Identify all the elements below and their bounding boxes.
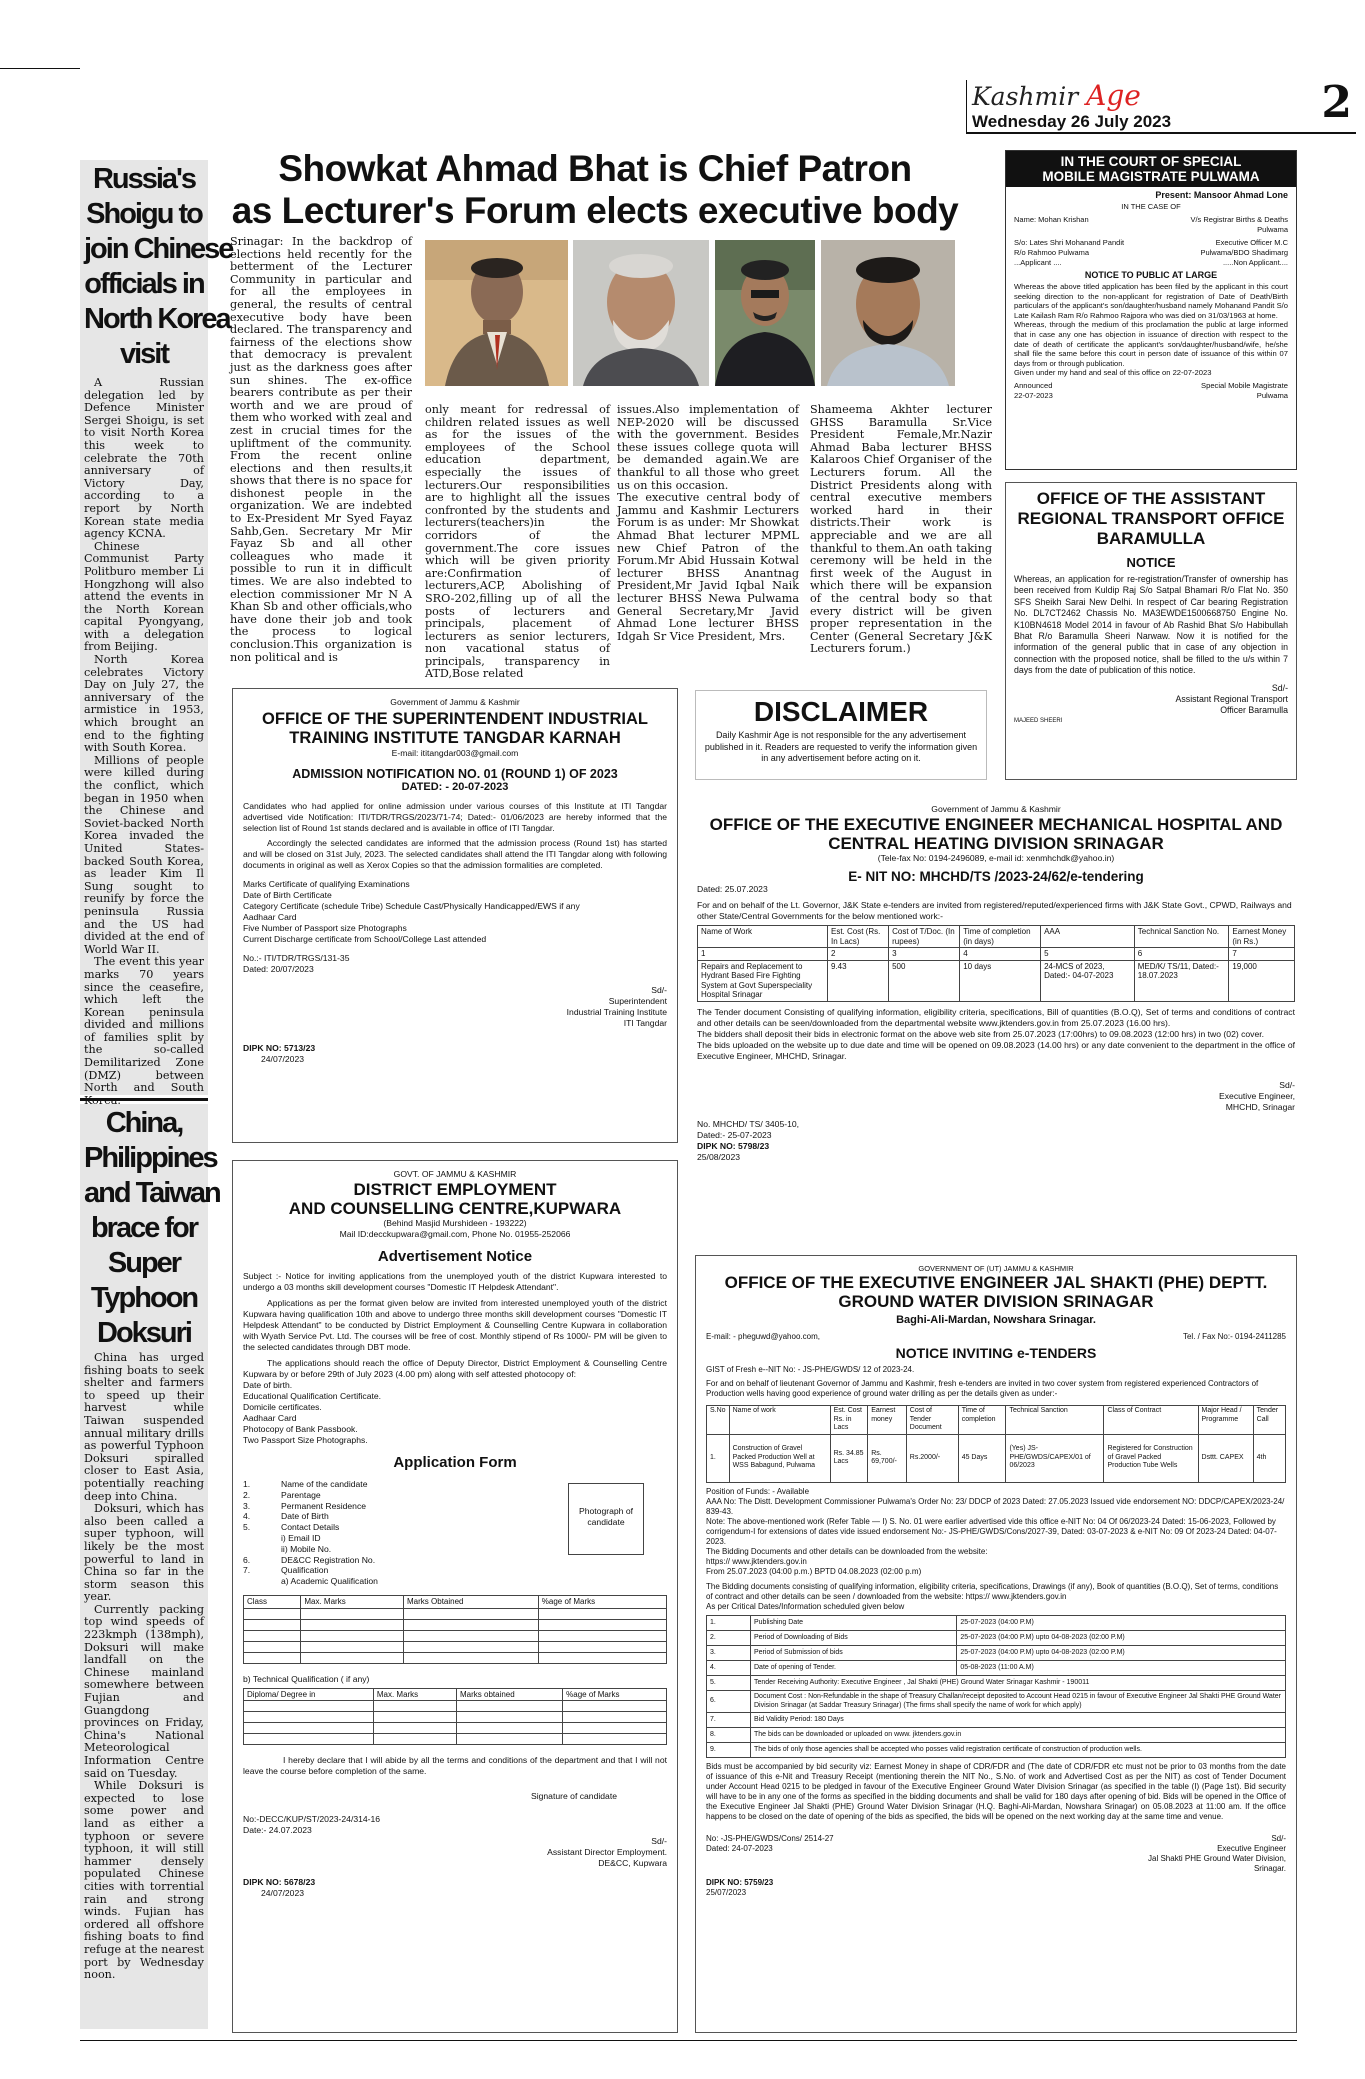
iti-admission-notice <box>232 688 678 1143</box>
court-signatory: Special Mobile Magistrate Pulwama <box>1201 380 1288 400</box>
decc-dipk-date: 24/07/2023 <box>261 1888 305 1898</box>
sidebar-body <box>84 377 204 1107</box>
court-title-1: IN THE COURT OF SPECIAL <box>1060 154 1242 169</box>
table-header-cell: Marks Obtained <box>404 1596 539 1609</box>
headline-line: Super <box>107 1247 181 1279</box>
schedule-number: 9. <box>707 1742 751 1757</box>
table-header-cell: AAA <box>1041 926 1135 948</box>
decc-contact: Mail ID:decckupwara@gmail.com, Phone No. 01955-252066 <box>339 1229 571 1239</box>
paragraph: Doksuri, which has also been called a super typhoon, will likely be the most powerful to land in China so far in the storm season this year. <box>84 1502 204 1604</box>
headline-line: China, <box>105 1107 183 1139</box>
headline-line: join Chinese <box>84 233 233 265</box>
schedule-row <box>707 1660 1286 1675</box>
table-cell: 9.43 <box>828 960 889 1001</box>
phe-email: E-mail: - pheguwd@yahoo.com, <box>706 1332 820 1341</box>
iti-email: E-mail: ititangdar003@gmail.com <box>391 748 519 758</box>
mech-ref-no: No. MHCHD/ TS/ 3405-10, Dated:- 25-07-2023 <box>697 1118 800 1140</box>
phe-note: Note: The above-mentioned work (Refer Table — I) S. No. 01 were earlier advertised vide this office e-NIT No: 04 Of 06/2023-24 Dated: 15-06-2023, Followed by corrigendum-I for extensions of dates vide issued endorsement No:- JS-PHE/GWDS/Cons/2027-39, Dated: 03-07-2023 & e-NIT No: 09 Of 2023-24 Dated: 04-07-2023. <box>706 1516 1277 1546</box>
decc-title-2: AND COUNSELLING CENTRE,KUPWARA <box>288 1199 622 1218</box>
iti-title: OFFICE OF THE SUPERINTENDENT INDUSTRIAL TRAINING INSTITUTE TANGDAR KARNAH <box>262 710 648 747</box>
mech-para-3: The bids uploaded on the website up to due date and time will be opened on 09.08.2023 (14.00 hrs) or any date convenient to the department in the office of Executive Engineer, MHCHD, Srinagar. <box>697 1039 1295 1061</box>
form-field-label: Date of Birth <box>281 1511 329 1522</box>
form-field-row <box>243 1522 543 1533</box>
phe-bid-security: Bids must be accompanied by bid security viz: Earnest Money in shape of CDR/FDR and (The date of CDR/FDR etc must not be prior to 03 months from the date of issuance of this e-Nit and Treasury Receipt (mentioning therein the NIT No., S.No. of work and Advertised Cost as per the NIT) as cost of Tender Document under Account Head 0215 to be pledged in favour of the Executive Engineer Ground Water Division Srinagar (as specified in the table (I) (Page 1st). Bid security will have to be in any one of the forms as specified in the bidding documents and shall be valid for 180 days after opening of bid. Bids will be opened in the Office of the Executive Engineer Jal Shakti (PHE) Ground Water Division Srinagar (H.Q. Baghi-Ali-Mardan, Nowshara Srinagar) on 05.08.2023 at 11:00 am. If the office happens to be closed on the date of opening of the bids as specified, the bids will be opened on the next working day at the same time and venue. <box>706 1761 1286 1821</box>
form-field-row <box>243 1533 543 1544</box>
rto-signatory: Sd/- Assistant Regional Transport Officer Baramulla <box>1175 682 1288 715</box>
phe-funds: Position of Funds: - Available <box>706 1486 810 1496</box>
form-field-number <box>243 1533 281 1544</box>
application-form-fields <box>243 1479 543 1587</box>
schedule-number: 1. <box>707 1615 751 1630</box>
mech-intro: For and on behalf of the Lt. Governor, J&K State e-tenders are invited from registered/reputed/experienced firms with J&K State Govt., CPWD, Railways and other State/Central Governments for the below mentioned work:- <box>697 900 1292 921</box>
form-field-row <box>243 1511 543 1522</box>
schedule-label: Tender Receiving Authority: Executive Engineer , Jal Shakti (PHE) Ground Water Srinagar Kashmir - 190011 <box>751 1675 1286 1690</box>
phe-title-1: OFFICE OF THE EXECUTIVE ENGINEER JAL SHAKTI (PHE) DEPTT. <box>724 1273 1268 1292</box>
schedule-label: Bid Validity Period: 180 Days <box>751 1712 1286 1727</box>
table-cell: Rs. 34.85 Lacs <box>830 1434 868 1482</box>
table-cell: 45 Days <box>958 1434 1006 1482</box>
mech-para-1: The Tender document Consisting of qualifying information, eligibility criteria, specifications, Bill of quantities (B.O.Q), Set of terms and conditions of contract and other details can be seen/downloaded from the departmental website www.jktenders.gov.in from 25.07.2023 (16.00 hrs). <box>697 1006 1295 1028</box>
lead-col-3: issues.Also implementation of NEP-2020 will be discussed with the government. Besides these issues college quota will be demanded again.We are thankful to all those who greet us on this occasion. The executive central body of Jammu and Kashmir Lecturers Forum is as under: Mr Showkat Ahmad Bhat lecturer MPML new Chief Patron of the Forum.Mr Abid Hussain Kotwal lecturer BHSS Anantnag President,Mr Javid Iqbal Naik lecturer BHSS Newa Pulwama General Secretary,Mr Javid Ahmad Lone lecturer BHSS Idgah Sr Vice President, Mrs. <box>617 403 799 643</box>
mech-signatory: Sd/- Executive Engineer, MHCHD, Srinagar <box>1219 1079 1295 1112</box>
table-header-cell: Tender Call <box>1253 1406 1285 1435</box>
lead-col-1: Srinagar: In the backdrop of elections held recently for the betterment of the Lecturer Community in particular and for all the employees in general, the results of central executive body have been declared. The transparency and fairness of the elections show that democracy is prevalent just as the darkness goes after sun shines. The ex-office bearers contribute as per their worth and we are proud of them who worked with zeal and zest in crucial times for the upliftment of the community. From the recent online elections and then results,it shows that there is no space for dishonest people in the organization. We are indebted to Ex-President Mr Syed Fayaz Sahb,Gen. Secretary Mr Mir Fayaz Sb and all other colleagues who made it possible to run it in difficult times. We are also indebted to election commissioner Mr N A Khan Sb and other officials,who have done their job and took the process to logical conclusion.This organization is non political and is <box>230 235 412 664</box>
portrait-photo-4 <box>821 240 955 386</box>
phe-gist: GIST of Fresh e--NIT No: - JS-PHE/GWDS/ 12 of 2023-24. <box>706 1365 915 1374</box>
schedule-row <box>707 1690 1286 1712</box>
schedule-row <box>707 1742 1286 1757</box>
phe-intro: For and on behalf of lieutenant Governor of Jammu and Kashmir, fresh e-tenders are invited in two cover system from registered experienced Contractors of Production wells having good experience of ground water drilling as per the details given as under:- <box>706 1379 1259 1398</box>
schedule-label: Document Cost : Non-Refundable in the shape of Treasury Challan/receipt deposited to Account Head 0215 in favour of Executive Engineer Jal Shakti PHE Ground Water Division Srinagar (at Saddar Treasury Srinagar) (The firms shall specify the name of work for which apply) <box>751 1690 1286 1712</box>
technical-qualification-label: b) Technical Qualification ( if any) <box>243 1673 370 1684</box>
iti-dipk: DIPK NO: 5713/23 <box>243 1043 316 1053</box>
decc-gov: GOVT. OF JAMMU & KASHMIR <box>393 1169 517 1179</box>
table-number-cell: 2 <box>828 948 889 961</box>
decc-declaration: I hereby declare that I will abide by all the terms and conditions of the department and that I will not leave the course before completion of the same. <box>243 1755 667 1776</box>
table-number-cell: 4 <box>960 948 1041 961</box>
court-notice <box>1005 150 1297 470</box>
court-notice-body: Whereas the above titled application has been filed by the applicant in this court seeking direction to the non-applicant for registration of Date of Death/Birth particulars of the applicant's son/daughter/husband namely Mohanand Pandit S/o Late Kailash Ram R/o Rahmoo Rajpora who was died on 31/03/1963 at home. Whereas, through the medium of this proclamation the public at large informed that in case any one has objection in issuance of direction with respect to the date of death of certificate the applicant's son/daughter/husband/wife, he/she shall file the same before this court in person date of issuance of this within 07 days from or through publication. Given under my hand and seal of this office on 22-07-2023 <box>1014 282 1288 378</box>
schedule-row <box>707 1615 1286 1630</box>
form-field-row <box>243 1501 543 1512</box>
decc-signatory: Sd/- Assistant Director Employment. DE&CC, Kupwara <box>547 1836 667 1868</box>
table-header-cell: %age of Marks <box>563 1688 667 1701</box>
decc-dipk: DIPK NO: 5678/23 <box>243 1877 316 1887</box>
lead-headline <box>215 148 975 232</box>
form-field-label: Parentage <box>281 1489 321 1500</box>
schedule-row <box>707 1630 1286 1645</box>
table-header-cell: Technical Sanction <box>1006 1406 1104 1435</box>
form-field-row <box>243 1490 543 1501</box>
rto-code: MAJEED SHEERI <box>1014 717 1063 724</box>
table-header-cell: %age of Marks <box>538 1596 666 1609</box>
iti-documents-list: Marks Certificate of qualifying Examinations Date of Birth Certificate Category Certificate (schedule Tribe) Schedule Cast/Physically Handicapped/EWS if any Aadhaar Card Five Number of Passport size Photographs Current Discharge certificate from School/College Last attended <box>243 879 580 944</box>
headline-line: Russia's <box>92 163 196 195</box>
disclaimer-body: Daily Kashmir Age is not responsible for the any advertisement published in it. Readers are requested to verify the information given in any advertisement before acting on it. <box>704 730 978 763</box>
academic-qualification-table <box>243 1595 667 1664</box>
schedule-row <box>707 1727 1286 1742</box>
schedule-number: 2. <box>707 1630 751 1645</box>
signature-of-candidate: Signature of candidate <box>530 1791 617 1801</box>
schedule-label: Date of opening of Tender. <box>751 1660 957 1675</box>
iti-gov: Government of Jammu & Kashmir <box>390 697 520 707</box>
decc-adv-heading: Advertisement Notice <box>377 1248 533 1265</box>
table-cell: 500 <box>889 960 960 1001</box>
paragraph: The event this year marks 70 years since the ceasefire, which left the Korean peninsula divided and millions of families split by the so-called Demilitarized Zone (DMZ) between North and South <box>84 955 204 1095</box>
form-field-label: a) Academic Qualification <box>281 1576 378 1587</box>
table-header-cell: Class <box>244 1596 301 1609</box>
schedule-row <box>707 1645 1286 1660</box>
table-header-cell: Major Head / Programme <box>1198 1406 1253 1435</box>
headline-line: Typhoon <box>90 1282 198 1314</box>
schedule-label: Period of Submission of bids <box>751 1645 957 1660</box>
mech-nit-no: E- NIT NO: MHCHD/TS /2023-24/62/e-tendering <box>848 869 1144 884</box>
mech-dated: Dated: 25.07.2023 <box>697 884 768 894</box>
table-header-cell: Name of work <box>729 1406 830 1435</box>
table-header-cell: Time of completion <box>958 1406 1006 1435</box>
schedule-number: 3. <box>707 1645 751 1660</box>
form-field-row <box>243 1565 543 1576</box>
mech-tender-notice <box>695 800 1297 1198</box>
technical-qualification-table <box>243 1688 667 1746</box>
portrait-photo-1 <box>425 240 568 386</box>
table-header-cell: Max. Marks <box>373 1688 456 1701</box>
photo-placeholder: Photograph of candidate <box>568 1483 644 1555</box>
table-cell: Registered for Construction of Gravel Packed Production Tube Wells <box>1104 1434 1198 1482</box>
headline-line: officials in <box>84 268 204 300</box>
schedule-number: 8. <box>707 1727 751 1742</box>
form-field-label: DE&CC Registration No. <box>281 1554 376 1565</box>
schedule-number: 5. <box>707 1675 751 1690</box>
table-cell: 4th <box>1253 1434 1285 1482</box>
form-field-number: 5. <box>243 1522 251 1533</box>
table-header-cell: Time of completion (in days) <box>960 926 1041 948</box>
phe-address: Baghi-Ali-Mardan, Nowshara Srinagar. <box>896 1314 1096 1326</box>
iti-signatory: Sd/- Superintendent Industrial Training Institute ITI Tangdar <box>566 985 667 1028</box>
table-header-cell: Earnest Money (in Rs.) <box>1229 926 1295 948</box>
sidebar-headline <box>84 162 233 377</box>
decc-advertisement <box>232 1160 678 2033</box>
form-field-number: 2. <box>243 1489 251 1500</box>
disclaimer-title: DISCLAIMER <box>753 696 929 727</box>
headline-line: visit <box>119 338 169 370</box>
brand-logo <box>972 79 1141 112</box>
schedule-label: The bids of only those agencies shall be accepted who posses valid registration certificate of construction of production wells. <box>751 1742 1286 1757</box>
table-number-cell: 3 <box>889 948 960 961</box>
rto-notice-body: Whereas, an application for re-registration/Transfer of ownership has been received from Kuldip Raj S/o Satpal Bhamari R/o Flat No. 350 SFS Sheikh Sarai New Delhi. In respect of Car bearing Registration No. DL7CT2462 Chassis No. MA3EWDE1500668750 Engine No. K10BN4618 Model 2014 in favour of Ab Rashid Bhat S/o Habibullah Bhat R/o Baramulla Sheeri Narwaw. Now it is notified for the information of the general public that in case of any objection in connection with the proposed notice, shall be filled to the u/s within 7 days from the date of publication of this notice. <box>1014 574 1288 676</box>
table-header-cell: Max. Marks <box>301 1596 404 1609</box>
respondent-details: Executive Officer M.C Pulwama/BDO Shadimarg .....Non Applicant.... <box>1200 238 1288 267</box>
phe-ref-no: No: -JS-PHE/GWDS/Cons/ 2514-27 Dated: 24-07-2023 <box>706 1833 834 1853</box>
schedule-number: 4. <box>707 1660 751 1675</box>
phe-bidding-docs: The Bidding Documents and other details can be downloaded from the website: https:// www.jktenders.gov.in From 25.07.2023 (04:00 p.m.) BPTD 04.08.2023 (02:00 p.m) <box>706 1546 988 1576</box>
rto-title: OFFICE OF THE ASSISTANT REGIONAL TRANSPORT OFFICE BARAMULLA <box>1017 489 1285 548</box>
brand-age: Age <box>1086 79 1141 112</box>
schedule-number: 6. <box>707 1690 751 1712</box>
sidebar-story-russia <box>80 160 233 1095</box>
applicant-name: Name: Mohan Krishan <box>1014 215 1089 224</box>
schedule-row <box>707 1712 1286 1727</box>
iti-dipk-date: 24/07/2023 <box>261 1054 305 1064</box>
paragraph: While Doksuri is expected to lose some power and land as either a typhoon or severe typhoon, it will still hammer densely populated Chinese cities with torrential rain and strong winds. Fujian has ordered all offshore fishing boats to find refuge at the nearest port by Wednesday noon. <box>84 1779 204 1982</box>
mech-title: OFFICE OF THE EXECUTIVE ENGINEER MECHANICAL HOSPITAL AND CENTRAL HEATING DIVISION SRINAGAR <box>709 815 1283 853</box>
sidebar-story-typhoon <box>80 1104 220 2029</box>
table-cell: MED/K/ TS/11, Dated:- 18.07.2023 <box>1134 960 1229 1001</box>
paragraph: Chinese Communist Party Politburo member Li Hongzhong will also attend the events in the North Korean capital Pyongyang, with a delegation from Beijing. <box>84 539 204 654</box>
form-field-row <box>243 1555 543 1566</box>
table-header-cell: Diploma/ Degree in <box>244 1688 374 1701</box>
headline-line: and Taiwan <box>84 1177 220 1209</box>
rto-notice-heading: NOTICE <box>1126 555 1176 570</box>
schedule-value: 25-07-2023 (04:00 P.M) upto 04-08-2023 (02:00 P.M) <box>957 1645 1286 1660</box>
headline-line: brace for <box>90 1212 198 1244</box>
court-notice-heading: NOTICE TO PUBLIC AT LARGE <box>1084 270 1218 280</box>
form-field-label: i) Email ID <box>281 1532 321 1543</box>
lead-headline-line-1: Showkat Ahmad Bhat is Chief Patron <box>278 148 912 189</box>
form-field-number <box>243 1576 281 1587</box>
application-form-heading: Application Form <box>393 1454 517 1471</box>
table-header-cell: Name of Work <box>698 926 828 948</box>
sidebar-body <box>84 1352 204 1982</box>
court-title-2: MOBILE MAGISTRATE PULWAMA <box>1042 169 1260 184</box>
table-number-cell: 6 <box>1134 948 1229 961</box>
portrait-photo-3 <box>715 240 815 386</box>
schedule-label: The bids can be downloaded or uploaded on www. jktenders.gov.in <box>751 1727 1286 1742</box>
phe-aaa: AAA No: The Distt. Development Commissioner Pulwama's Order No: 23/ DDCP of 2023 Dated: 27.05.2023 Issued vide endorsement NO: DDCP/CAPEX/2023-24/ 839-43. <box>706 1496 1285 1516</box>
lead-col-2: only meant for redressal of children related issues as well as for the issues of the employees of the School education department, especially the issues of lecturers.Our responsibilities are to highlight all the issues confronted by the students and lecturers(teachers)in the corridors of the government.The core issues which will be given priority are:Confirmation of lecturers,ACP, Abolishing of SRO-202,filling up of all the posts of lecturers and principals, placement of lecturers as senior lecturers, non vacational status of principals, transparency in ATD,Bose related <box>425 403 610 681</box>
phe-bidding-docs-2: The Bidding documents consisting of qualifying information, eligibility criteria, specifications, Drawings (if any), Book of quantities (B.O.Q), Set of terms, conditions of contract and other details can be seen / downloaded from the website: https:// www.jktenders.gov.in <box>706 1581 1279 1601</box>
decc-subject: Subject :- Notice for inviting applications from the unemployed youth of the district Kupwara interested to undergo a 03 months skill development courses "Domestic IT Helpdesk Attendant". <box>243 1271 667 1292</box>
mech-dipk: DIPK NO: 5798/23 <box>697 1140 770 1151</box>
decc-ref-no: No:-DECC/KUP/ST/2023-24/314-16 Date:- 24.07.2023 <box>243 1814 381 1835</box>
form-field-number: 4. <box>243 1511 251 1522</box>
applicant-details: S/o: Lates Shri Mohanand Pandit R/o Rahmoo Pulwama ...Applicant .... <box>1014 238 1125 267</box>
phe-tender-notice <box>695 1255 1297 2033</box>
form-field-row <box>243 1544 543 1555</box>
decc-documents-list: Date of birth. Educational Qualification Certificate. Domicile certificates. Aadhaar Card Photocopy of Bank Passbook. Two Passport Size Photographs. <box>243 1380 382 1445</box>
table-header-cell: Technical Sanction No. <box>1134 926 1229 948</box>
table-header-cell: Class of Contract <box>1104 1406 1198 1435</box>
iti-para-1: Candidates who had applied for online admission under various courses of this Institute at ITI Tangdar advertised vide Notification: ITI/TDR/TRGS/2023/71-74; Dated:- 01/06/2023 are hereby informed that the selection list of Round 1st stands declared and is available in office of ITI Tangdar. <box>243 801 667 833</box>
respondent-name: V/s Registrar Births & Deaths Pulwama <box>1190 215 1288 234</box>
rto-notice <box>1005 482 1297 780</box>
form-field-label: Contact Details <box>281 1522 340 1533</box>
table-header-cell: Marks obtained <box>457 1688 563 1701</box>
schedule-number: 7. <box>707 1712 751 1727</box>
table-header-cell: Cost of Tender Document <box>906 1406 958 1435</box>
court-announced: Announced 22-07-2023 <box>1014 380 1053 400</box>
form-field-label: Qualification <box>281 1565 329 1576</box>
form-field-number <box>243 1544 281 1555</box>
schedule-value: 25-07-2023 (04:00 P.M) <box>957 1615 1286 1630</box>
court-in-case: IN THE CASE OF <box>1121 202 1181 211</box>
issue-date: Wednesday 26 July 2023 <box>972 112 1172 131</box>
table-cell: Rs. 69,700/- <box>868 1434 907 1482</box>
iti-dated: DATED: - 20-07-2023 <box>401 781 509 793</box>
table-cell: 1. <box>707 1434 730 1482</box>
phe-gov: GOVERNMENT OF (UT) JAMMU & KASHMIR <box>918 1264 1074 1273</box>
form-field-label: ii) Mobile No. <box>281 1543 332 1554</box>
form-field-number: 3. <box>243 1500 251 1511</box>
table-cell: Construction of Gravel Packed Production Well at WSS Babagund, Pulwama <box>729 1434 830 1482</box>
table-cell: Rs.2000/- <box>906 1434 958 1482</box>
phe-schedule-table <box>706 1615 1286 1758</box>
phe-notice-heading: NOTICE INVITING e-TENDERS <box>895 1345 1097 1361</box>
decc-address: (Behind Masjid Murshideen - 193222) <box>383 1218 527 1228</box>
headline-line: North Korea <box>84 303 230 335</box>
headline-line: Philippines <box>84 1142 217 1174</box>
table-header-cell: Est. Cost Rs. in Lacs <box>830 1406 868 1435</box>
mech-tel: (Tele-fax No: 0194-2496089, e-mail id: xenmhchdk@yahoo.in) <box>877 853 1115 863</box>
mech-tender-table <box>697 925 1295 1002</box>
phe-signatory: Sd/- Executive Engineer Jal Shakti PHE Ground Water Division, Srinagar. <box>1148 1833 1286 1873</box>
phe-tel: Tel. / Fax No:- 0194-2411285 <box>1182 1332 1286 1341</box>
sidebar-headline <box>84 1106 220 1352</box>
mech-gov: Government of Jammu & Kashmir <box>931 804 1061 814</box>
schedule-value: 05-08-2023 (11:00 A.M) <box>957 1660 1286 1675</box>
iti-admission-no: ADMISSION NOTIFICATION NO. 01 (ROUND 1) OF 2023 <box>292 767 618 781</box>
schedule-row <box>707 1675 1286 1690</box>
decc-title-1: DISTRICT EMPLOYMENT <box>353 1180 557 1199</box>
mech-dipk-date: 25/08/2023 <box>697 1151 741 1162</box>
table-cell: Dsttt. CAPEX <box>1198 1434 1253 1482</box>
table-number-cell: 1 <box>698 948 828 961</box>
brand-name: Kashmir <box>972 82 1079 111</box>
table-number-cell: 7 <box>1229 948 1295 961</box>
page-number: 2 <box>1321 77 1352 128</box>
table-cell: 19,000 <box>1229 960 1295 1001</box>
table-cell: (Yes) JS-PHE/GWDS/CAPEX/01 of 06/2023 <box>1006 1434 1104 1482</box>
form-field-label: Name of the candidate <box>281 1479 368 1489</box>
iti-ref-no: No.:- ITI/TDR/TRGS/131-35 Dated: 20/07/2023 <box>243 953 350 974</box>
paragraph: A Russian delegation led by Defence Minister Sergei Shoigu, is set to visit North Korea this week to celebrate the 70th anniversary of Victory Day, according to a report by North Korean state media agency KCNA. <box>84 376 204 541</box>
iti-para-2: Accordingly the selected candidates are informed that the admission process (Round 1st) has started and will be closed on 31st July, 2023. The selected candidates shall attend the ITI Tangdar along with following documents in original as well as Xerox Copies so that the admission formalities are completed. <box>243 838 667 870</box>
schedule-label: Period of Downloading of Bids <box>751 1630 957 1645</box>
table-number-cell: 5 <box>1041 948 1135 961</box>
phe-dipk-date: 25/07/2023 <box>706 1887 747 1897</box>
portrait-photo-2 <box>573 240 709 386</box>
form-field-label: Permanent Residence <box>281 1500 367 1511</box>
paragraph: China has urged fishing boats to seek shelter and farmers to speed up their harvest while Taiwan suspended annual military drills as powerful Typhoon Doksuri spiralled closer to East Asia, potentially reaching deep into China. <box>84 1351 204 1503</box>
table-header-cell: Earnest money <box>868 1406 907 1435</box>
mech-para-2: The bidders shall deposit their bids in electronic format on the above web site from 25.07.2023 (17:00hrs) to 09.08.2023 (12:00 hrs) in two (02) cover. <box>697 1028 1265 1039</box>
table-cell: 24-MCS of 2023, Dated:- 04-07-2023 <box>1041 960 1135 1001</box>
table-header-cell: Cost of T/Doc. (In rupees) <box>889 926 960 948</box>
table-header-cell: S.No <box>707 1406 730 1435</box>
lead-headline-line-2: as Lecturer's Forum elects executive body <box>231 190 959 231</box>
decc-para-1: Applications as per the format given below are invited from interested unemployed youth of the district Kupwara having qualification 10th and above to undergo three months skill development courses "Domestic IT Helpdesk Attendant" to be conducted by District Employment & Counselling Centre Kupwara in collaboration with Wyath Service Pvt. Ltd. The courses will be free of cost. Monthly stipend of Rs 1000/- PM will be given to the selected candidates through DBT mode. <box>243 1298 667 1352</box>
paragraph: Millions of people were killed during the conflict, which began in 1950 when the Chinese and Soviet-backed North Korea invaded the United States-backed South Korea, as leader Kim Il Sung sought to reunify by force the peninsula Russia and the US had divided at the end of World War II. <box>84 753 204 956</box>
headline-line: Doksuri <box>97 1317 191 1349</box>
form-field-number: 1. <box>243 1479 251 1489</box>
schedule-label: Publishing Date <box>751 1615 957 1630</box>
court-present: Present: Mansoor Ahmad Lone <box>1155 190 1288 200</box>
lead-photo-strip <box>425 240 955 386</box>
form-field-row <box>243 1479 543 1490</box>
phe-tender-table <box>706 1405 1286 1483</box>
decc-para-2: The applications should reach the office of Deputy Director, District Employment & Counselling Centre Kupwara by or before 29th of July 2023 (4.00 pm) along with self attested photocopy of: <box>243 1358 667 1379</box>
lead-col-4: Shameema Akhter lecturer GHSS Baramulla Sr.Vice President Female,Mr.Nazir Ahmad Baba lecturer BHSS Kalaroos Chief Organiser of the Lecturers forum. All the District Presidents along with central executive members worked hard in their districts.Their work is appreciable and we are all thankful to them.An oath taking ceremony will be held in the first week of the August in which there will be expansion of the central body so that every district will be given proper representation in the Center (General Secretary J&K Lecturers forum.) <box>810 403 992 656</box>
form-field-number: 7. <box>243 1565 251 1576</box>
paragraph: North Korea celebrates Victory Day on July 27, the anniversary of the armistice in 1953, which brought an end to the fighting with South Korea. <box>84 653 204 755</box>
headline-line: Shoigu to <box>86 198 202 230</box>
paragraph: Currently packing top wind speeds of 223kmph (138mph), Doksuri will make landfall on the Chinese mainland somewhere between Fujian and Guangdong provinces on Friday, China's National Meteorological Information Centre said on Tuesday. <box>84 1602 204 1780</box>
phe-dipk: DIPK NO: 5759/23 <box>706 1877 774 1887</box>
phe-title-2: GROUND WATER DIVISION SRINAGAR <box>838 1292 1154 1311</box>
schedule-value: 25-07-2023 (04:00 P.M) upto 04-08-2023 (02:00 P.M) <box>957 1630 1286 1645</box>
masthead <box>966 77 1356 132</box>
form-field-row <box>243 1576 543 1587</box>
disclaimer-box <box>695 690 987 780</box>
table-header-cell: Est. Cost (Rs. In Lacs) <box>828 926 889 948</box>
table-cell: Repairs and Replacement to Hydrant Based Fire Fighting System at Govt Superspeciality Hospital Srinagar <box>698 960 828 1001</box>
phe-critical-dates-label: As per Critical Dates/Information scheduled given below <box>706 1601 905 1611</box>
form-field-number: 6. <box>243 1554 251 1565</box>
table-cell: 10 days <box>960 960 1041 1001</box>
